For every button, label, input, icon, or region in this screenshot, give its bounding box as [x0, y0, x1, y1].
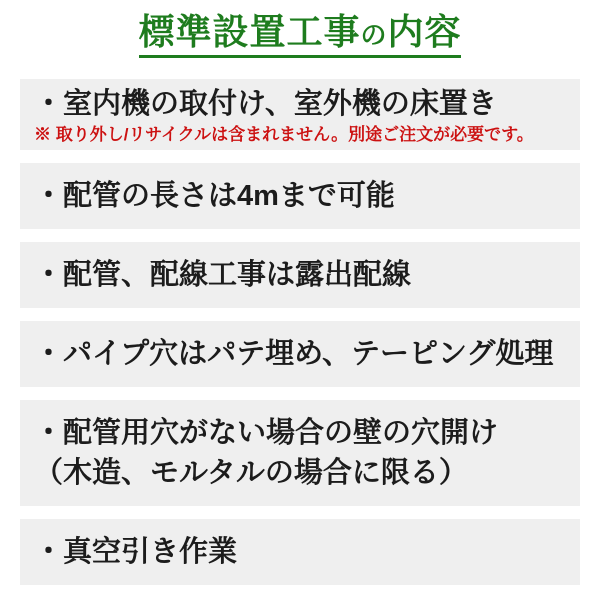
- work-item-list: [20, 79, 580, 585]
- work-item-disclaimer-note: ※ 取り外し/リサイクルは含まれません。別途ご注文が必要です。: [34, 124, 534, 144]
- work-item-text: ・配管用穴がない場合の壁の穴開け: [34, 416, 499, 449]
- page-title-part1: 標準設置工事: [138, 11, 361, 52]
- work-item-vacuum-pumping: [20, 519, 580, 585]
- page-title-particle: の: [360, 22, 388, 50]
- page-title-part2: 内容: [387, 11, 462, 52]
- work-item-text: ・パイプ穴はパテ埋め、テーピング処理: [34, 337, 554, 370]
- work-item-text: ・配管、配線工事は露出配線: [34, 258, 412, 291]
- work-item-text: ・配管の長さは4mまで可能: [34, 179, 395, 212]
- work-item-indoor-outdoor-unit: [20, 79, 580, 150]
- work-item-wall-drilling: [20, 400, 580, 506]
- work-item-pipe-length: [20, 163, 580, 229]
- page-title: [139, 12, 462, 58]
- work-item-exposed-wiring: [20, 242, 580, 308]
- work-item-text: ・室内機の取付け、室外機の床置き: [34, 87, 497, 120]
- page-header: [0, 12, 600, 58]
- work-item-condition-text: （木造、モルタルの場合に限る）: [34, 456, 468, 489]
- work-item-text: ・真空引き作業: [34, 535, 238, 568]
- work-item-pipe-hole-sealing: [20, 321, 580, 387]
